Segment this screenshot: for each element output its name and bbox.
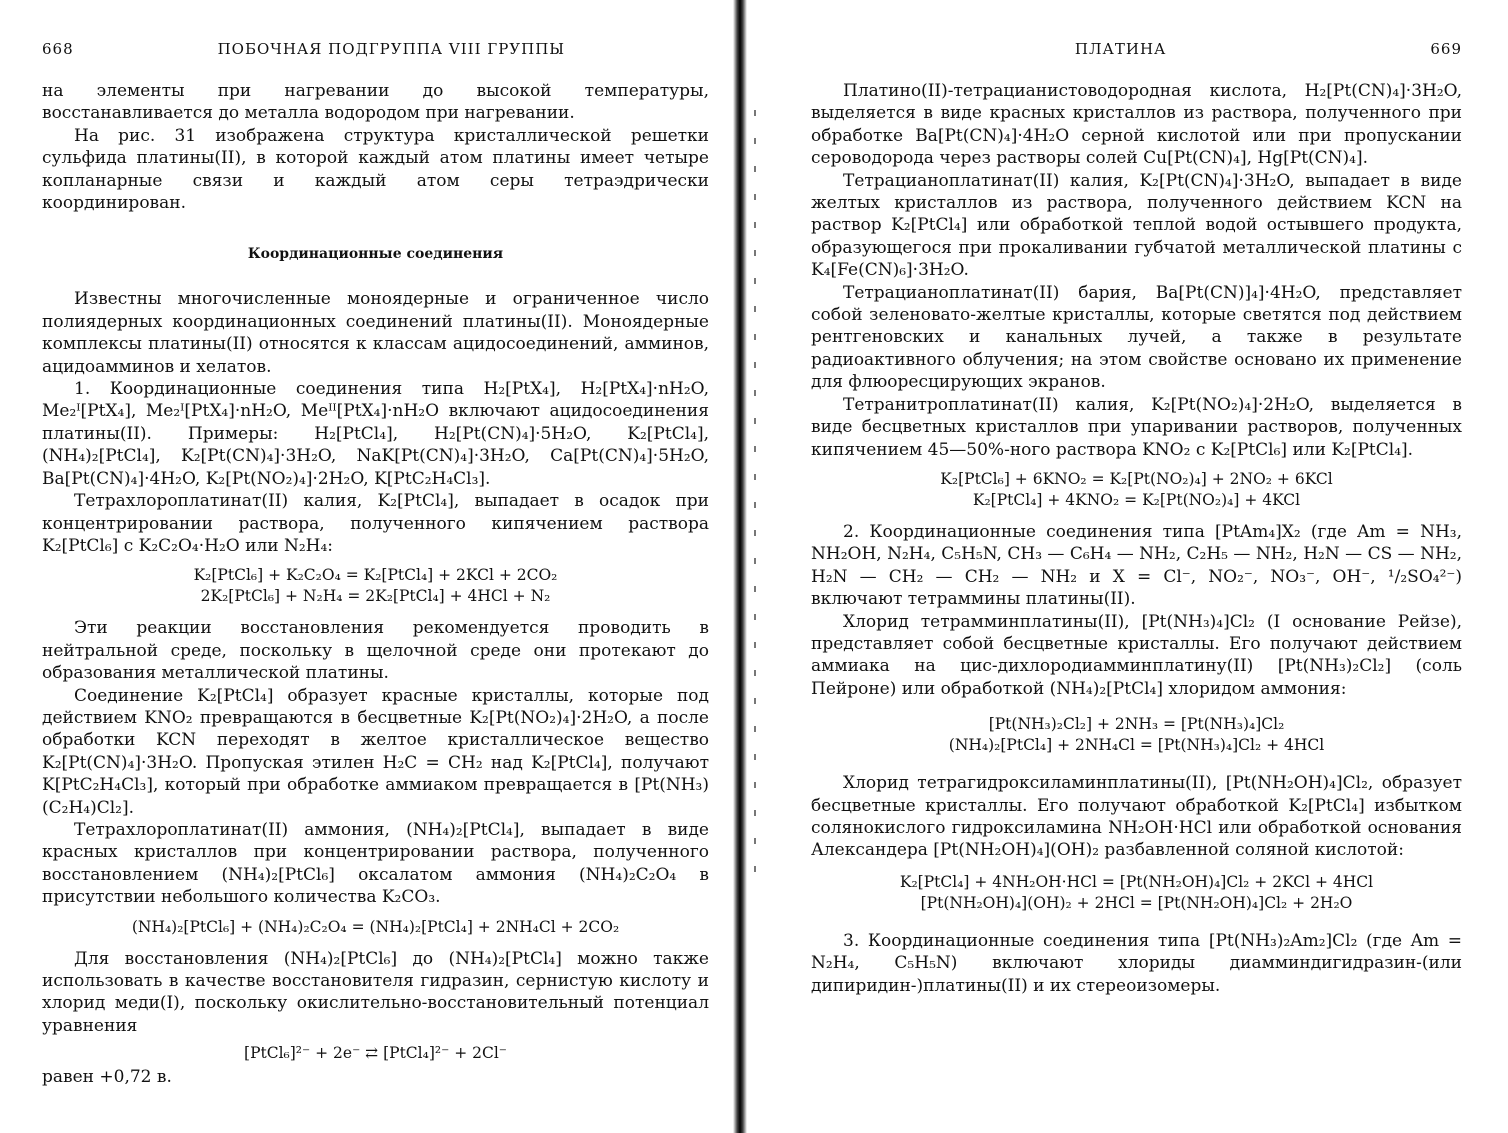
paragraph: равен +0,72 в. (42, 1067, 172, 1088)
equation: [Pt(NH₃)₂Cl₂] + 2NH₃ = [Pt(NH₃)₄]Cl₂ (988, 715, 1285, 734)
paragraph: Тетранитроплатинат(II) калия, K₂[Pt(NO₂)₄]·2H₂O, выделяется в виде бесцветных кристаллов при упаривании растворов, полученных кипячением 45—50%-ного раствора KNO₂ с K₂[PtCl₆] или K₂[PtCl₄]. (811, 394, 1462, 460)
equation-block (42, 917, 709, 938)
equation-block (811, 714, 1462, 756)
equation: 2K₂[PtCl₆] + N₂H₄ = 2K₂[PtCl₄] + 4HCl + N₂ (200, 587, 551, 606)
equation-block (811, 469, 1462, 511)
equation-block (811, 872, 1462, 914)
equation: [Pt(NH₂OH)₄](OH)₂ + 2HCl = [Pt(NH₂OH)₄]Cl₂ + 2H₂O (920, 893, 1353, 912)
equation-block (42, 565, 709, 607)
equation-block (42, 1043, 709, 1064)
section-title: Координационные соединения (247, 246, 504, 263)
paragraph: Тетрацианоплатинат(II) бария, Ba[Pt(CN)]₄]·4H₂O, представляет собой зеленовато-желтые кристаллы, которые светятся под действием рентгеновских и канальных лучей, а также в результате радиоактивного облучения; на этом свойстве основано их применение для флюоресцирующих экранов. (811, 282, 1462, 393)
paragraph: Тетрахлороплатинат(II) калия, K₂[PtCl₄], выпадает в осадок при концентрировании раствора, полученного кипячением раствора K₂[PtCl₆] с K₂C₂O₄·H₂O или N₂H₄: (42, 491, 709, 556)
equation: K₂[PtCl₆] + 6KNO₂ = K₂[Pt(NO₂)₄] + 2NO₂ + 6KCl (940, 469, 1333, 488)
paragraph: Для восстановления (NH₄)₂[PtCl₆] до (NH₄)₂[PtCl₄] можно также использовать в качестве восстановителя гидразин, сернистую кислоту и хлорид меди(I), поскольку окислительно-восстановительный потенциал уравнения (42, 948, 709, 1036)
equation: (NH₄)₂[PtCl₆] + (NH₄)₂C₂O₄ = (NH₄)₂[PtCl₄] + 2NH₄Cl + 2CO₂ (131, 917, 620, 936)
paragraph: на элементы при нагревании до высокой температуры, восстанавливается до металла водородом при нагревании. (42, 81, 709, 124)
equation: K₂[PtCl₄] + 4KNO₂ = K₂[Pt(NO₂)₄] + 4KCl (972, 490, 1301, 509)
paragraph: Известны многочисленные моноядерные и ограниченное число полиядерных координационных соединений платины(II). Моноядерные комплексы платины(II) относятся к классам ацидосоединений, амминов, ацидоамминов и хелатов. (42, 289, 709, 377)
equation: [PtCl₆]²⁻ + 2e⁻ ⇄ [PtCl₄]²⁻ + 2Cl⁻ (244, 1044, 507, 1063)
paragraph: Соединение K₂[PtCl₄] образует красные кристаллы, которые под действием KNO₂ превращаются в бесцветные K₂[Pt(NO₂)₄]·2H₂O, а после обработки KCN переходят в желтое кристаллическое вещество K₂[Pt(CN)₄]·3H₂O. Пропуская этилен H₂C = CH₂ над K₂[PtCl₄], получают K[PtC₂H₄Cl₃], который при обработке аммиаком превращается в [Pt(NH₃)(C₂H₄)Cl₂]. (42, 685, 709, 818)
right-page-header (811, 40, 1462, 58)
right-page (745, 0, 1508, 1133)
equation: K₂[PtCl₆] + K₂C₂O₄ = K₂[PtCl₄] + 2KCl + 2CO₂ (193, 566, 558, 585)
left-page (0, 0, 735, 1133)
running-head: ПЛАТИНА (1074, 40, 1167, 58)
paragraph: 3. Координационные соединения типа [Pt(NH₃)₂Am₂]Cl₂ (где Am = N₂H₄, C₅H₅N) включают хлориды диамминдигидразин-(или дипиридин-)платины(II) и их стереоизомеры. (811, 930, 1462, 996)
paragraph: Хлорид тетрагидроксиламинплатины(II), [Pt(NH₂OH)₄]Cl₂, образует бесцветные кристаллы. Его получают обработкой K₂[PtCl₄] избытком солянокислого гидроксиламина NH₂OH·HCl или обработкой основания Александера [Pt(NH₂OH)₄](OH)₂ разбавленной соляной кислотой: (811, 773, 1462, 861)
paragraph: На рис. 31 изображена структура кристаллической решетки сульфида платины(II), в которой каждый атом платины имеет четыре копланарные связи и каждый атом серы тетраэдрически координирован. (42, 125, 709, 214)
page-number: 668 (42, 40, 74, 58)
paragraph: Тетрацианоплатинат(II) калия, K₂[Pt(CN)₄]·3H₂O, выпадает в виде желтых кристаллов из раствора, полученного действием KCN на раствор K₂[PtCl₄] или обработкой теплой водой остывшего продукта, образующегося при прокаливании губчатой металлической платины с K₄[Fe(CN)₆]·3H₂O. (811, 170, 1462, 281)
equation: (NH₄)₂[PtCl₄] + 2NH₄Cl = [Pt(NH₃)₄]Cl₂ + 4HCl (948, 736, 1325, 755)
paragraph: Хлорид тетрамминплатины(II), [Pt(NH₃)₄]Cl₂ (I основание Рейзе), представляет собой бесцветные кристаллы. Его получают действием аммиака на цис-дихлородиамминплатину(II) [Pt(NH₃)₂Cl₂] (соль Пейроне) или обработкой (NH₄)₂[PtCl₄] хлоридом аммония: (811, 611, 1462, 699)
page-number: 669 (1430, 40, 1462, 58)
paragraph: 1. Координационные соединения типа H₂[PtX₄], H₂[PtX₄]·nH₂O, Me₂ᴵ[PtX₄], Me₂ᴵ[PtX₄]·nH₂O, Meᴵᴵ[PtX₄]·nH₂O включают ацидосоединения платины(II). Примеры: H₂[PtCl₄], H₂[Pt(CN)₄]·5H₂O, K₂[PtCl₄], (NH₄)₂[PtCl₄], K₂[Pt(CN)₄]·3H₂O, NaK[Pt(CN)₄]·3H₂O, Ca[Pt(CN)₄]·5H₂O, Ba[Pt(CN)₄]·4H₂O, K₂[Pt(NO₂)₄]·2H₂O, K[PtC₂H₄Cl₃]. (42, 379, 709, 489)
paragraph: Платино(II)-тетрацианистоводородная кислота, H₂[Pt(CN)₄]·3H₂O, выделяется в виде красных кристаллов из раствора, полученного при обработке Ba[Pt(CN)₄]·4H₂O серной кислотой или при пропускании сероводорода через растворы солей Cu[Pt(CN)₄], Hg[Pt(CN)₄]. (811, 81, 1462, 169)
equation: K₂[PtCl₄] + 4NH₂OH·HCl = [Pt(NH₂OH)₄]Cl₂ + 2KCl + 4HCl (899, 872, 1374, 891)
paragraph: 2. Координационные соединения типа [PtAm₄]X₂ (где Am = NH₃, NH₂OH, N₂H₄, C₅H₅N, CH₃ — C₆H₄ — NH₂, C₂H₅ — NH₂, H₂N — CS — NH₂, H₂N — CH₂ — CH₂ — NH₂ и X = Cl⁻, NO₂⁻, NO₃⁻, OH⁻, ¹/₂SO₄²⁻) включают тетраммины платины(II). (811, 521, 1462, 610)
left-page-header (42, 40, 709, 58)
paragraph: Эти реакции восстановления рекомендуется проводить в нейтральной среде, поскольку в щелочной среде они протекают до образования металлической платины. (42, 618, 709, 684)
running-head: ПОБОЧНАЯ ПОДГРУППА VIII ГРУППЫ (217, 40, 566, 58)
paragraph: Тетрахлороплатинат(II) аммония, (NH₄)₂[PtCl₄], выпадает в виде красных кристаллов при концентрировании раствора, полученного восстановлением (NH₄)₂[PtCl₆] оксалатом аммония (NH₄)₂C₂O₄ в присутствии небольшого количества K₂CO₃. (42, 819, 709, 908)
